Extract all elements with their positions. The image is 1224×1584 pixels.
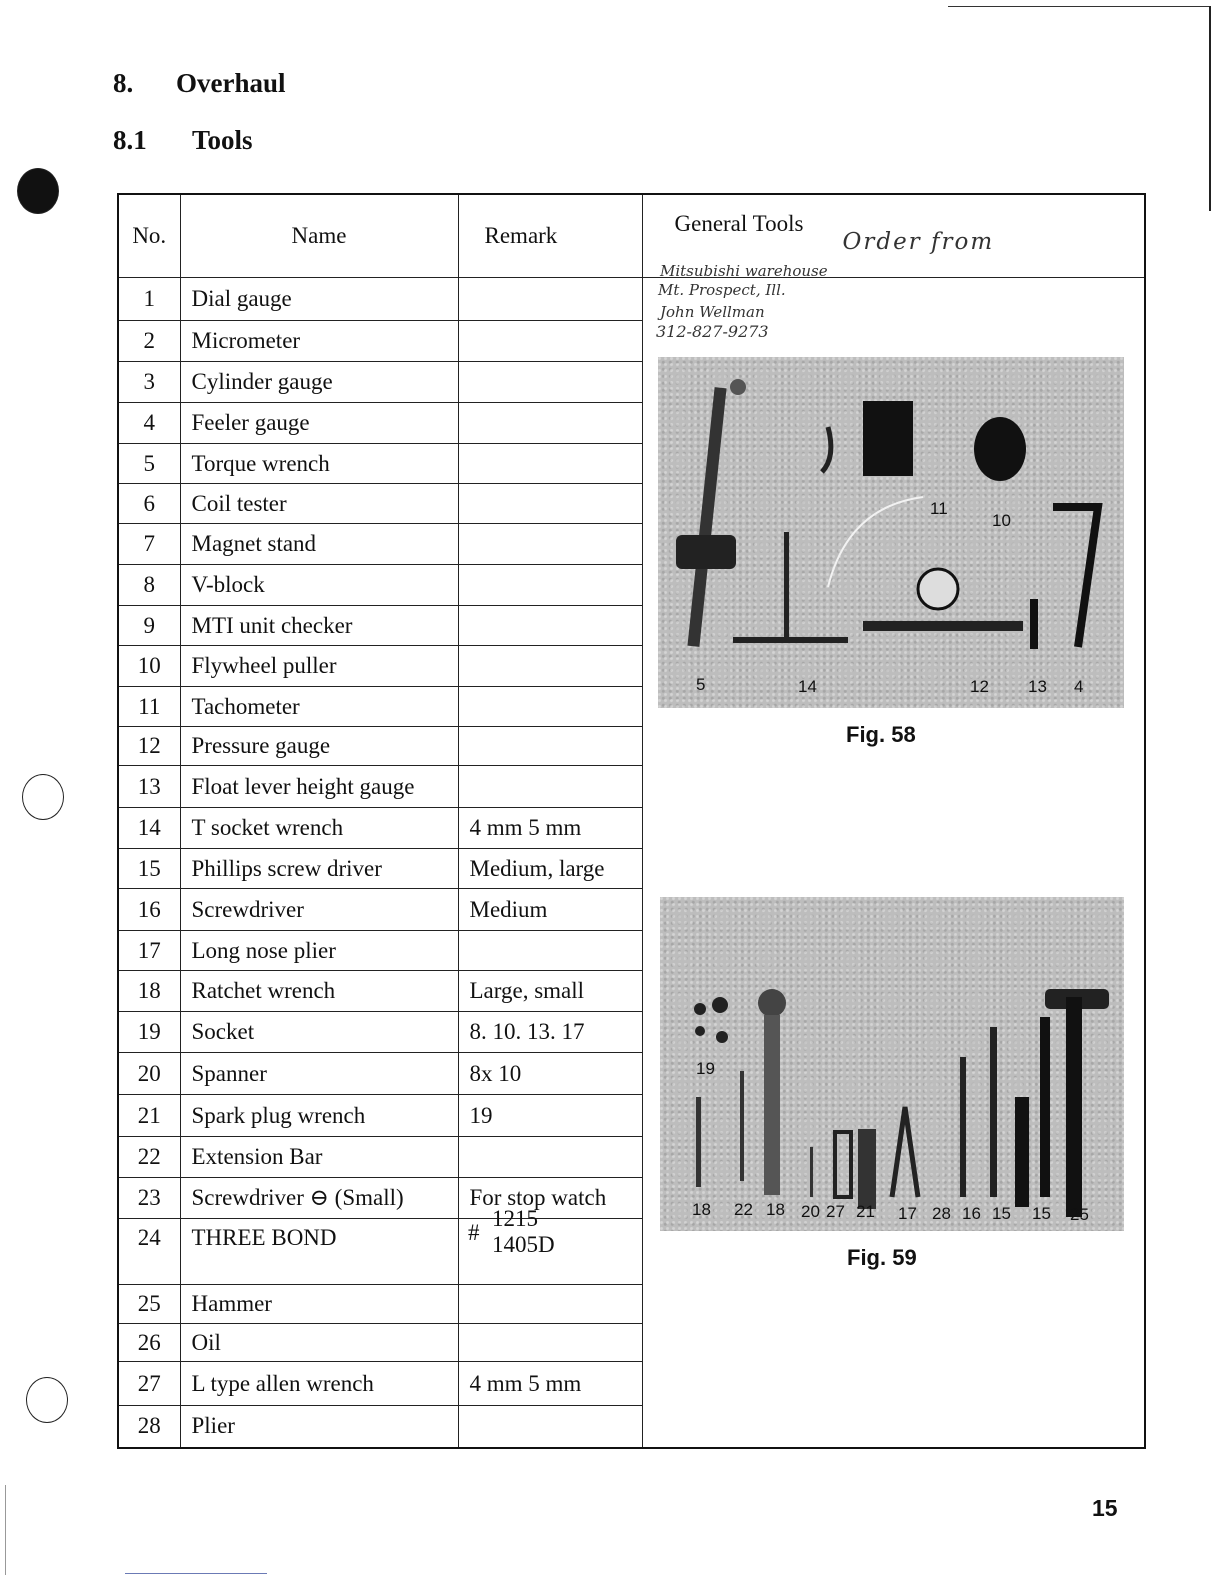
handwritten-line-2: Mt. Prospect, Ill. (658, 281, 786, 299)
section-number: 8. (113, 68, 134, 98)
fig-58-label: 5 (696, 675, 706, 694)
header-remark: Remark (458, 194, 642, 278)
fig-59-label: 15 (992, 1204, 1011, 1223)
tool-name: Feeler gauge (180, 403, 458, 444)
tool-remark: Medium, large (458, 849, 642, 889)
tool-name: Dial gauge (180, 278, 458, 321)
row-number: 25 (118, 1285, 180, 1324)
tool-remark (458, 766, 642, 808)
fig-59-label: 25 (1070, 1205, 1089, 1224)
tool-remark (458, 403, 642, 444)
row-number: 21 (118, 1095, 180, 1137)
tool-name: Torque wrench (180, 444, 458, 484)
tool-name: Socket (180, 1012, 458, 1053)
tool-remark: 4 mm 5 mm (458, 808, 642, 849)
tool-name: Coil tester (180, 484, 458, 524)
tool-remark (458, 1406, 642, 1448)
tool-name: Oil (180, 1324, 458, 1362)
fig-59-label: 28 (932, 1204, 951, 1223)
row-number: 17 (118, 931, 180, 971)
tool-name: Long nose plier (180, 931, 458, 971)
tool-remark (458, 444, 642, 484)
row-number: 8 (118, 565, 180, 606)
tool-remark (458, 278, 642, 321)
tool-name: Extension Bar (180, 1137, 458, 1178)
row-number: 4 (118, 403, 180, 444)
fig-58-caption: Fig. 58 (846, 722, 916, 747)
three-bond-code-2: 1405D (492, 1232, 555, 1257)
fig-59-label: 19 (696, 1059, 715, 1078)
page-edge-right (1209, 6, 1211, 211)
row-number: 20 (118, 1053, 180, 1095)
tool-name: Screwdriver (180, 889, 458, 931)
general-tools-label: General Tools (674, 211, 804, 236)
header-name: Name (180, 194, 458, 278)
fig-58-label: 12 (970, 677, 989, 696)
tool-name: MTI unit checker (180, 606, 458, 646)
tool-name: Plier (180, 1406, 458, 1448)
fig-58-label: 4 (1074, 677, 1084, 696)
row-number: 26 (118, 1324, 180, 1362)
binder-hole (22, 774, 64, 820)
tool-remark (458, 727, 642, 766)
fig-59-label: 17 (898, 1204, 917, 1223)
tool-name: Flywheel puller (180, 646, 458, 687)
row-number: 3 (118, 362, 180, 403)
tool-remark: For stop watch (458, 1178, 642, 1219)
tool-name: Ratchet wrench (180, 971, 458, 1012)
binder-hole (26, 1377, 68, 1423)
tool-remark (458, 484, 642, 524)
tool-remark (458, 606, 642, 646)
tool-remark (458, 646, 642, 687)
fig-59-label: 16 (962, 1204, 981, 1223)
tool-remark: 8x 10 (458, 1053, 642, 1095)
tool-name: Screwdriver ⊖ (Small) (180, 1178, 458, 1219)
tool-remark: 4 mm 5 mm (458, 1362, 642, 1406)
tool-name: L type allen wrench (180, 1362, 458, 1406)
three-bond-code-1: 1215 (492, 1206, 538, 1231)
hash-symbol: # (468, 1220, 480, 1245)
row-number: 18 (118, 971, 180, 1012)
tool-remark (458, 565, 642, 606)
fig-59-label: 27 (826, 1202, 845, 1221)
page-edge-top (948, 6, 1210, 7)
row-number: 28 (118, 1406, 180, 1448)
fig-59-label: 15 (1032, 1204, 1051, 1223)
fig-58-label: 14 (798, 677, 817, 696)
table-row (118, 278, 1145, 321)
row-number: 12 (118, 727, 180, 766)
fig-59-caption: Fig. 59 (847, 1245, 917, 1270)
header-no: No. (118, 194, 180, 278)
tool-remark: Large, small (458, 971, 642, 1012)
fig-59-photo (660, 897, 1124, 1231)
fig-58-label: 13 (1028, 677, 1047, 696)
handwritten-line-4: 312-827-9273 (656, 322, 769, 341)
tool-remark: Medium (458, 889, 642, 931)
fig-59-label: 22 (734, 1200, 753, 1219)
row-number: 23 (118, 1178, 180, 1219)
row-number: 9 (118, 606, 180, 646)
tool-name: Pressure gauge (180, 727, 458, 766)
tool-remark (458, 321, 642, 362)
tool-name: T socket wrench (180, 808, 458, 849)
tool-name: Float lever height gauge (180, 766, 458, 808)
fig-58-photo (658, 357, 1124, 708)
fig-59-label: 18 (766, 1200, 785, 1219)
tool-name: Spark plug wrench (180, 1095, 458, 1137)
tool-remark: 19 (458, 1095, 642, 1137)
tool-remark (458, 931, 642, 971)
fig-59-label: 18 (692, 1200, 711, 1219)
row-number: 15 (118, 849, 180, 889)
row-number: 2 (118, 321, 180, 362)
row-number: 19 (118, 1012, 180, 1053)
handwritten-line-1: Mitsubishi warehouse (660, 262, 828, 280)
row-number: 10 (118, 646, 180, 687)
fig-58-label: 10 (992, 511, 1011, 530)
tool-remark (458, 1324, 642, 1362)
page-number: 15 (1092, 1495, 1118, 1521)
tool-remark (458, 1285, 642, 1324)
row-number: 13 (118, 766, 180, 808)
row-number: 14 (118, 808, 180, 849)
fig-58-tools-illustration (658, 357, 1124, 708)
tool-remark (458, 524, 642, 565)
tool-name: THREE BOND (180, 1219, 458, 1285)
page-edge-bottom (125, 1573, 267, 1574)
fig-59-tools-illustration (660, 897, 1124, 1231)
subsection-title: Tools (192, 125, 253, 155)
handwritten-order-from: Order from (842, 229, 995, 255)
row-number: 1 (118, 278, 180, 321)
section-title: Overhaul (176, 68, 286, 98)
tool-name: Phillips screw driver (180, 849, 458, 889)
tool-name: Micrometer (180, 321, 458, 362)
tool-remark (458, 362, 642, 403)
tool-name: Spanner (180, 1053, 458, 1095)
row-number: 11 (118, 687, 180, 727)
table-header-row (118, 194, 1145, 278)
tool-name: V-block (180, 565, 458, 606)
handwritten-line-3: John Wellman (660, 303, 765, 321)
subsection-number: 8.1 (113, 125, 147, 155)
row-number: 27 (118, 1362, 180, 1406)
page-edge-left (5, 1485, 6, 1575)
tool-name: Magnet stand (180, 524, 458, 565)
tool-remark (458, 687, 642, 727)
tool-name: Hammer (180, 1285, 458, 1324)
row-number: 22 (118, 1137, 180, 1178)
row-number: 24 (118, 1219, 180, 1285)
row-number: 7 (118, 524, 180, 565)
tool-remark (458, 1137, 642, 1178)
binder-hole-filled (17, 168, 59, 214)
row-number: 16 (118, 889, 180, 931)
tool-name: Cylinder gauge (180, 362, 458, 403)
row-number: 5 (118, 444, 180, 484)
fig-58-label: 11 (930, 499, 948, 518)
row-number: 6 (118, 484, 180, 524)
tool-remark: 8. 10. 13. 17 (458, 1012, 642, 1053)
tool-name: Tachometer (180, 687, 458, 727)
fig-59-label: 21 (856, 1202, 875, 1221)
fig-59-label: 20 (801, 1202, 820, 1221)
